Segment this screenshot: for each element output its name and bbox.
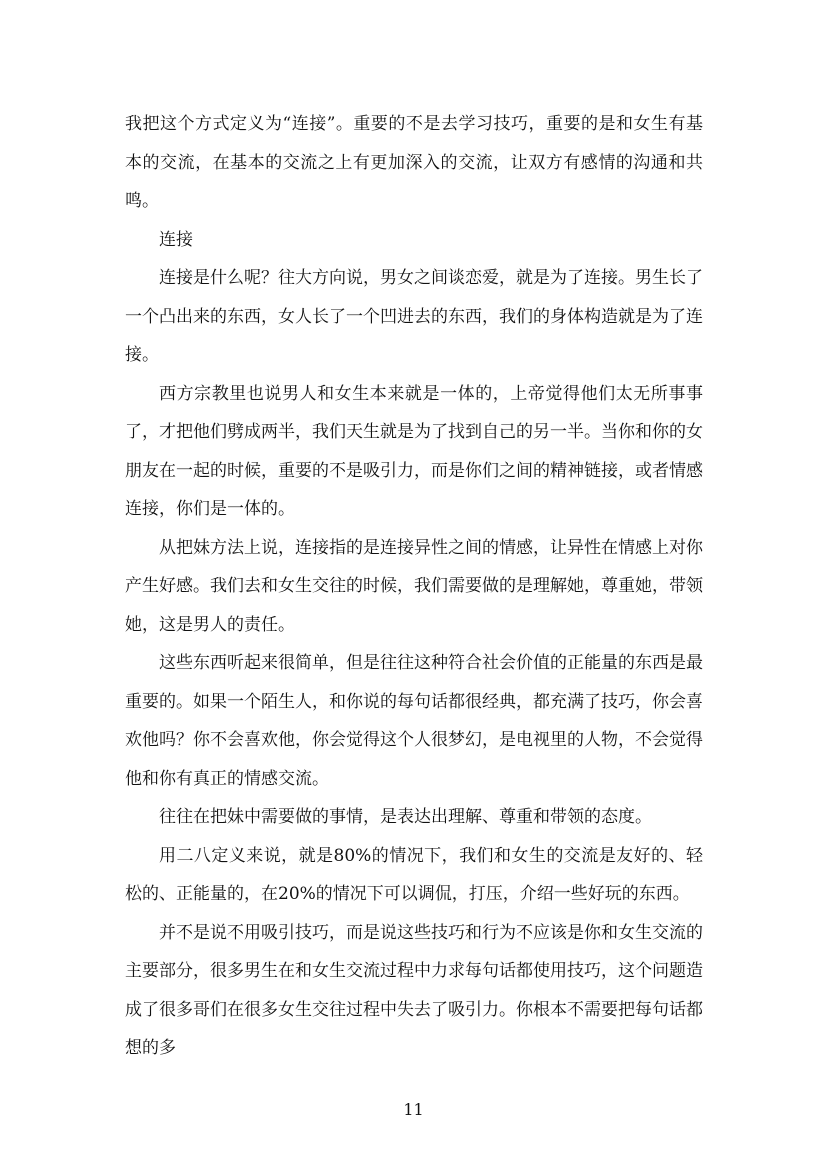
paragraph-4: 从把妹方法上说，连接指的是连接异性之间的情感，让异性在情感上对你产生好感。我们去和女生交往的时候，我们需要做的是理解她，尊重她，带领她，这是男人的责任。 bbox=[125, 537, 703, 635]
paragraph-8: 并不是说不用吸引技巧，而是说这些技巧和行为不应该是你和女生交流的主要部分，很多男生在和女生交流过程中力求每句话都使用技巧，这个问题造成了很多哥们在很多女生交往过程中失去了吸引力。你根本不需要把每句话都想的多 bbox=[125, 922, 703, 1058]
paragraph-7: 用二八定义来说，就是80%的情况下，我们和女生的交流是友好的、轻松的、正能量的，在20%的情况下可以调侃，打压，介绍一些好玩的东西。 bbox=[125, 845, 703, 904]
section-heading: 连接 bbox=[159, 229, 193, 250]
paragraph-5: 这些东西听起来很简单，但是往往这种符合社会价值的正能量的东西是最重要的。如果一个陌生人，和你说的每句话都很经典，都充满了技巧，你会喜欢他吗？你不会喜欢他，你会觉得这个人很梦幻，是电视里的人物，不会觉得他和你有真正的情感交流。 bbox=[125, 653, 703, 789]
paragraph-6: 往往在把妹中需要做的事情，是表达出理解、尊重和带领的态度。 bbox=[159, 807, 652, 827]
paragraph-2: 连接是什么呢？往大方向说，男女之间谈恋爱，就是为了连接。男生长了一个凸出来的东西，女人长了一个凹进去的东西，我们的身体构造就是为了连接。 bbox=[125, 268, 703, 365]
paragraph-3: 西方宗教里也说男人和女生本来就是一体的，上帝觉得他们太无所事事了，才把他们劈成两半，我们天生就是为了找到自己的另一半。当你和你的女朋友在一起的时候，重要的不是吸引力，而是你们之间的精神链接，或者情感连接，你们是一体的。 bbox=[125, 383, 703, 519]
document-body bbox=[125, 105, 703, 1068]
page-number: 11 bbox=[403, 1100, 424, 1119]
paragraph-1: 我把这个方式定义为“连接”。重要的不是去学习技巧，重要的是和女生有基本的交流，在基本的交流之上有更加深入的交流，让双方有感情的沟通和共鸣。 bbox=[125, 114, 703, 211]
